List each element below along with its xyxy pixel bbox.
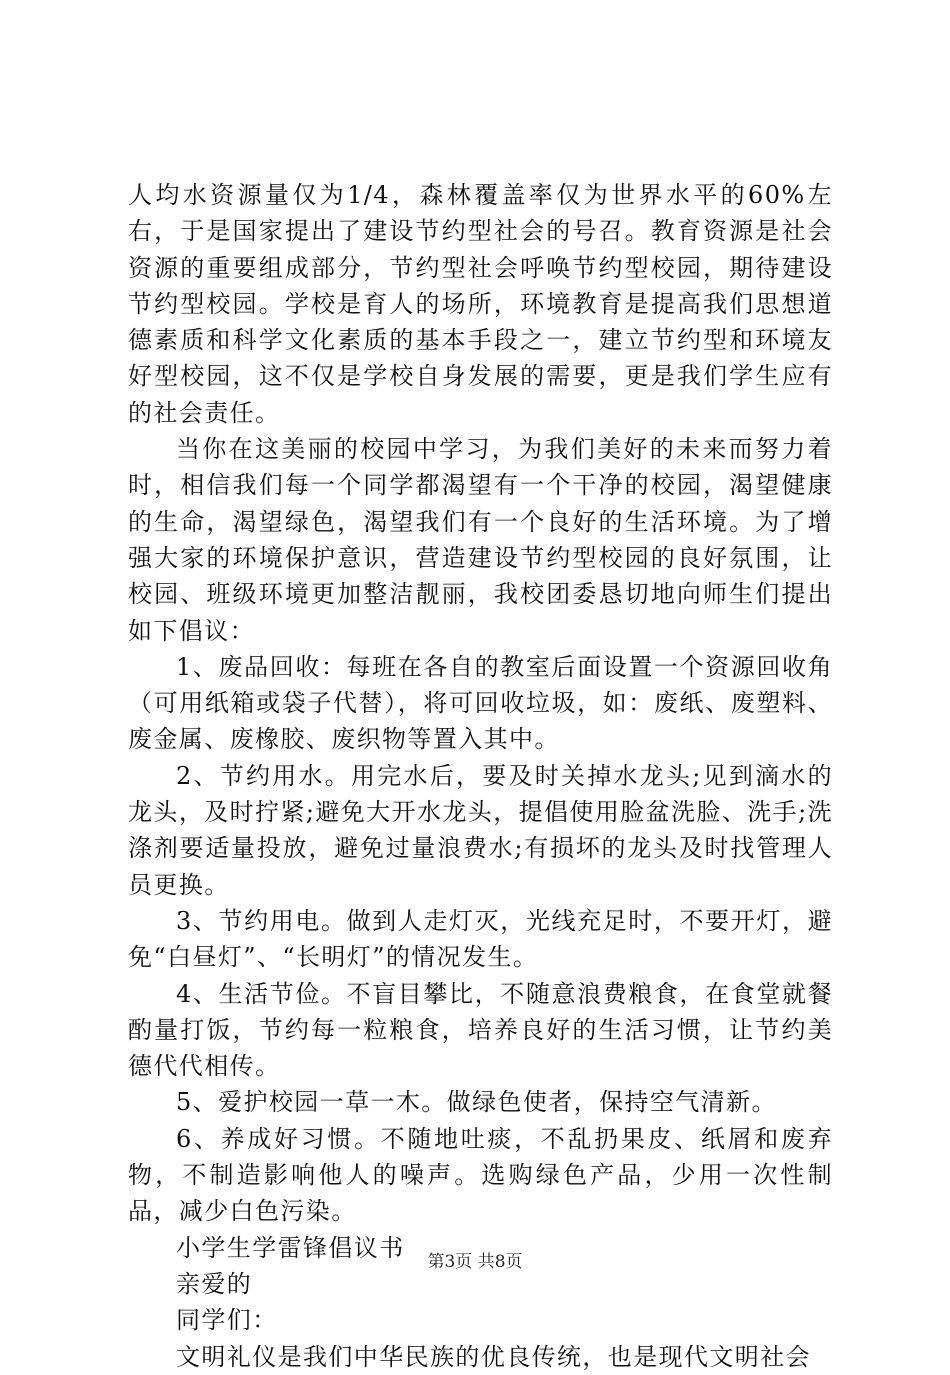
proposal-item-2: 2、节约用水。用完水后，要及时关掉水龙头;见到滴水的龙头，及时拧紧;避免大开水龙头，提倡使用脸盆洗脸、洗手;洗涤剂要适量投放，避免过量浪费水;有损坏的龙头及时找管理人员更换。 (128, 761, 833, 899)
document-body (128, 177, 833, 1375)
proposal-item-4: 4、生活节俭。不盲目攀比，不随意浪费粮食，在食堂就餐酌量打饭，节约每一粒粮食，培养良好的生活习惯，让节约美德代代相传。 (128, 979, 833, 1081)
salutation-line-2: 同学们： (176, 1306, 278, 1335)
paragraph-appeal: 当你在这美丽的校园中学习，为我们美好的未来而努力着时，相信我们每一个同学都渴望有一个干净的校园，渴望健康的生命，渴望绿色，渴望我们有一个良好的生活环境。为了增强大家的环境保护意识，营造建设节约型校园的良好氛围，让校园、班级环境更加整洁靓丽，我校团委恳切地向师生们提出如下倡议： (128, 435, 833, 645)
proposal-item-6: 6、养成好习惯。不随地吐痰，不乱扔果皮、纸屑和废弃物，不制造影响他人的噪声。选购绿色产品，少用一次性制品，减少白色污染。 (128, 1124, 833, 1226)
section-title: 小学生学雷锋倡议书 (176, 1233, 405, 1262)
salutation-line-1: 亲爱的 (176, 1269, 253, 1298)
paragraph-intro: 人均水资源量仅为1/4，森林覆盖率仅为世界水平的60%左右，于是国家提出了建设节约型社会的号召。教育资源是社会资源的重要组成部分，节约型社会呼唤节约型校园，期待建设节约型校园。学校是育人的场所，环境教育是提高我们思想道德素质和科学文化素质的基本手段之一，建立节约型和环境友好型校园，这不仅是学校自身发展的需要，更是我们学生应有的社会责任。 (128, 181, 833, 427)
page-number-footer: 第3页 共8页 (427, 1252, 523, 1272)
proposal-item-5: 5、爱护校园一草一木。做绿色使者，保持空气清新。 (176, 1088, 777, 1117)
proposal-item-1: 1、废品回收：每班在各自的教室后面设置一个资源回收角（可用纸箱或袋子代替），将可回收垃圾，如：废纸、废塑料、废金属、废橡胶、废织物等置入其中。 (128, 652, 833, 754)
paragraph-etiquette: 文明礼仪是我们中华民族的优良传统，也是现代文明社会 (176, 1342, 811, 1371)
proposal-item-3: 3、节约用电。做到人走灯灭，光线充足时，不要开灯，避免“白昼灯”、“长明灯”的情况发生。 (128, 906, 833, 972)
